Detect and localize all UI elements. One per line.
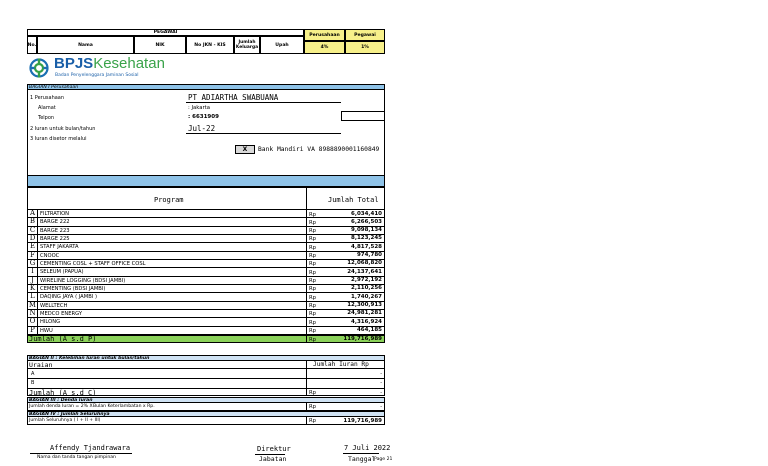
program-letter: F xyxy=(30,250,35,259)
program-name: STAFF JAKARTA xyxy=(40,244,79,251)
bank-checkbox[interactable]: X xyxy=(235,145,255,154)
program-name: CEMENTING (BDSI JAMBI) xyxy=(40,285,106,292)
program-letter: I xyxy=(31,267,34,276)
program-row xyxy=(27,210,385,218)
program-name: BARGE 223 xyxy=(40,227,70,234)
program-row xyxy=(27,235,385,243)
program-rp: Rp xyxy=(309,211,317,218)
perusahaan-value: PT ADIARTHA SWABUANA xyxy=(188,93,279,102)
program-name: CNOOC xyxy=(40,252,60,259)
program-name: DAQING JAYA ( JAMBI ) xyxy=(40,294,97,301)
program-amount: 1,740,267 xyxy=(351,293,382,300)
col-nama: Nama xyxy=(37,36,134,54)
program-rp: Rp xyxy=(309,219,317,226)
program-letter: L xyxy=(30,292,35,301)
program-row xyxy=(27,268,385,276)
bagian2-total-label: Jumlah (A s.d C) xyxy=(29,388,97,397)
program-row xyxy=(27,293,385,301)
bagian4-text: Jumlah Seluruhnya ( I + II + III) xyxy=(29,418,101,423)
col-upah: Upah xyxy=(260,36,304,54)
program-letter: J xyxy=(31,275,34,284)
program-rp: Rp xyxy=(309,228,317,235)
program-row xyxy=(27,243,385,251)
signer-name-caption: Nama dan tanda tangan pimpinan xyxy=(37,455,116,460)
program-name: SELEUM (PAPUA) xyxy=(40,269,84,276)
program-letter: A xyxy=(29,209,36,217)
program-amount: 12,300,913 xyxy=(347,302,382,309)
iuran-disetor-label: 3 Iuran disetor melalui xyxy=(30,136,87,142)
telpon-box xyxy=(341,111,385,121)
program-rp: Rp xyxy=(309,328,317,335)
program-letter: D xyxy=(29,233,36,242)
telpon-label: Telpon xyxy=(38,115,55,121)
program-header xyxy=(27,187,385,210)
program-rp: Rp xyxy=(309,278,317,285)
bagian3-rp: Rp xyxy=(309,404,317,410)
program-rp: Rp xyxy=(309,236,317,243)
program-subtotal-row xyxy=(27,335,385,343)
program-name: WIRELINE LOGGING (BDSI JAMBI) xyxy=(40,277,126,284)
perusahaan-label: 1 Perusahaan xyxy=(30,95,65,101)
bagian1-bottom-bar xyxy=(27,175,385,187)
bagian2-total-row xyxy=(27,388,385,396)
program-name: MEDCO ENERGY xyxy=(40,310,83,317)
program-letter: E xyxy=(29,242,36,251)
alamat-value: : Jakarta xyxy=(188,105,210,111)
program-rp: Rp xyxy=(309,294,317,301)
program-rp: Rp xyxy=(309,319,317,326)
bagian2-total-rp: Rp xyxy=(309,390,317,396)
telpon-value: : 6631909 xyxy=(188,114,219,120)
program-letter: C xyxy=(29,225,36,234)
alamat-label: Alamat xyxy=(38,105,56,111)
program-amount: 12,068,820 xyxy=(347,260,382,267)
program-amount: 24,137,641 xyxy=(347,268,382,275)
program-rp: Rp xyxy=(309,269,317,276)
sign-date-caption: Tanggal xyxy=(348,455,376,463)
col-nik: NIK xyxy=(134,36,186,54)
program-amount: 974,780 xyxy=(356,252,382,259)
bank-transfer-text: Bank Mandiri VA 8988890001160849 xyxy=(258,146,380,153)
subtotal-rp: Rp xyxy=(309,336,317,343)
bagian4-amount: 119,716,989 xyxy=(343,417,382,424)
program-letter: P xyxy=(30,325,35,334)
program-row xyxy=(27,285,385,293)
program-row xyxy=(27,310,385,318)
program-letter: M xyxy=(28,300,37,309)
program-rp: Rp xyxy=(309,253,317,260)
pegawai-pct: 1% xyxy=(345,41,385,54)
iuran-bulan-value: Jul-22 xyxy=(188,124,216,133)
bagian4-title: BAGIAN IV : Jumlah Seluruhnya xyxy=(29,411,110,417)
bagian2-col-right: Jumlah Iuran Rp xyxy=(313,361,369,368)
col-program-label: Program xyxy=(154,196,184,204)
bagian2-title: BAGIAN II : Kelebihan Iuran untuk bulan/tahun xyxy=(29,355,150,361)
bagian1-title: BAGIAN I Perusahaan xyxy=(29,84,79,90)
iuran-bulan-label: 2 Iuran untuk bulan/tahun xyxy=(30,126,96,132)
program-name: HILONG xyxy=(40,319,61,326)
bagian3-amount: - xyxy=(380,404,382,410)
brand-kesehatan: Kesehatan xyxy=(93,55,165,72)
signer-position: Direktur xyxy=(257,445,291,453)
program-letter: B xyxy=(29,217,36,226)
program-amount: 2,110,256 xyxy=(351,285,382,292)
bpjs-logo xyxy=(28,57,228,83)
bagian3-text-left: Jumlah denda Iuran = 2% X xyxy=(29,404,93,409)
program-amount: 4,316,924 xyxy=(351,318,382,325)
col-pegawai: Pegawai xyxy=(345,29,385,41)
program-row xyxy=(27,260,385,268)
program-row xyxy=(27,277,385,285)
program-row xyxy=(27,327,385,335)
brand-subtitle: Badan Penyelenggara Jaminan Sosial xyxy=(55,73,139,78)
bagian2-total-amount: - xyxy=(380,390,382,396)
bagian2-row-a-amount: - xyxy=(380,371,382,377)
program-name: CEMENTING COSL + STAFF OFFICE COSL xyxy=(40,260,146,267)
sign-date: 7 Juli 2022 xyxy=(344,444,391,452)
bagian3-row xyxy=(27,403,385,411)
program-amount: 24,981,281 xyxy=(347,310,382,317)
bagian3-text-right: Bulan Keterlambatan x Rp. xyxy=(93,404,155,409)
program-row xyxy=(27,302,385,310)
bagian4-row xyxy=(27,417,385,425)
program-amount: 6,034,410 xyxy=(351,210,382,217)
bagian2-row-b-letter: B xyxy=(31,380,35,386)
program-name: BARGE 222 xyxy=(40,219,70,226)
program-rp: Rp xyxy=(309,286,317,293)
brand-bpjs: BPJS xyxy=(54,55,94,72)
program-row xyxy=(27,227,385,235)
bagian2-header xyxy=(27,361,385,369)
signer-name: Affendy Tjandrawara xyxy=(50,444,131,452)
program-row xyxy=(27,318,385,326)
bagian2-row-b-amount: - xyxy=(380,380,382,386)
program-name: HWU xyxy=(40,327,53,334)
program-name: BARGE 225 xyxy=(40,235,70,242)
page-number: Page 21 xyxy=(374,457,393,462)
bagian4-rp: Rp xyxy=(309,418,317,424)
program-rp: Rp xyxy=(309,244,317,251)
bagian2-row-a-letter: A xyxy=(31,371,35,377)
col-total-label: Jumlah Total xyxy=(328,196,379,204)
bpjs-emblem-icon xyxy=(29,58,49,78)
col-jkn: No JKN - KIS xyxy=(186,36,234,54)
col-perusahaan: Perusahaan xyxy=(304,29,345,41)
program-amount: 4,817,528 xyxy=(351,243,382,250)
program-amount: 6,266,503 xyxy=(351,218,382,225)
col-jumlah-keluarga: Jumlah Keluarga xyxy=(234,36,260,54)
perusahaan-pct: 4% xyxy=(304,41,345,54)
pegawai-group-header: PEGAWAI xyxy=(27,29,304,36)
bagian2-rows xyxy=(27,369,385,388)
subtotal-amount: 119,716,989 xyxy=(343,336,382,343)
program-amount: 9,098,134 xyxy=(351,227,382,234)
program-row xyxy=(27,218,385,226)
program-letter: K xyxy=(29,283,36,292)
program-rp: Rp xyxy=(309,311,317,318)
program-row xyxy=(27,252,385,260)
program-name: FILTRATION xyxy=(40,211,70,217)
program-rp: Rp xyxy=(309,303,317,310)
program-amount: 2,972,192 xyxy=(351,277,382,284)
program-letter: G xyxy=(29,258,36,267)
program-letter: N xyxy=(29,308,36,317)
subtotal-label: Jumlah (A s.d P) xyxy=(29,334,97,343)
program-rp: Rp xyxy=(309,261,317,268)
program-letter: O xyxy=(29,317,36,326)
signer-position-caption: Jabatan xyxy=(259,455,287,463)
program-amount: 464,185 xyxy=(356,327,382,334)
col-no: No. xyxy=(27,36,37,54)
program-name: WELLTECH xyxy=(40,302,68,309)
bagian3-title: BAGIAN III : Denda Iuran xyxy=(29,397,93,403)
program-amount: 8,123,245 xyxy=(351,235,382,242)
bagian2-col-left: Uraian xyxy=(29,361,53,369)
